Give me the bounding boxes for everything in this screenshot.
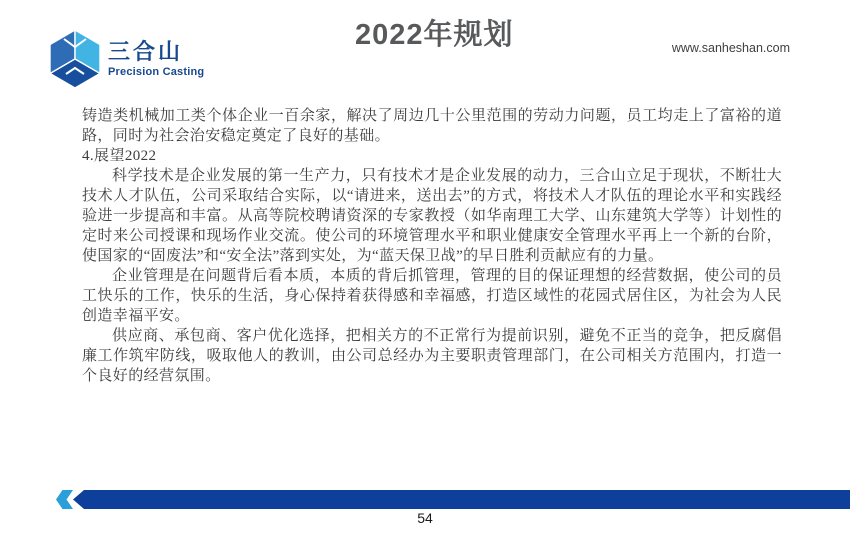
paragraph-technology: 科学技术是企业发展的第一生产力，只有技术才是企业发展的动力，三合山立足于现状，不断壮大技术人才队伍，公司采取结合实际，以“请进来，送出去”的方式，将技术人才队伍的理论水平和实践经验进一步提高和丰富。从高等院校聘请资深的专家教授（如华南理工大学、山东建筑大学等）计划性的定时来公司授课和现场作业交流。使公司的环境管理水平和职业健康安全管理水平再上一个新的台阶，使国家的“固废法”和“安全法”落到实处，为“蓝天保卫战”的早日胜利贡献应有的力量。 [82, 168, 782, 264]
footer-bar [73, 490, 850, 509]
logo-company-name: 三合山 [108, 39, 184, 64]
footer-chevron-icon [56, 490, 73, 509]
logo-tagline: Precision Casting [108, 66, 205, 78]
section-heading: 4.展望2022 [82, 148, 157, 164]
paragraph-management: 企业管理是在问题背后看本质，本质的背后抓管理，管理的目的保证理想的经营数据，使公司的员工快乐的工作，快乐的生活，身心保持着获得感和幸福感，打造区域性的花园式居住区，为社会为人民创造幸福平安。 [82, 268, 782, 324]
slide-title: 2022年规划 [355, 19, 514, 51]
logo-text [108, 40, 204, 78]
company-logo [50, 30, 204, 88]
slide-body [82, 106, 782, 386]
paragraph-suppliers: 供应商、承包商、客户优化选择，把相关方的不正常行为提前识别，避免不正当的竞争，把反腐倡廉工作筑牢防线，吸取他人的教训，由公司总经办为主要职责管理部门，在公司相关方范围内，打造一个良好的经营氛围。 [82, 328, 782, 384]
website-url: www.sanheshan.com [671, 41, 790, 55]
logo-cube-icon [50, 30, 100, 88]
paragraph-intro: 铸造类机械加工类个体企业一百余家，解决了周边几十公里范围的劳动力问题，员工均走上了富裕的道路，同时为社会治安稳定奠定了良好的基础。 [82, 108, 782, 144]
page-number: 54 [417, 510, 433, 526]
